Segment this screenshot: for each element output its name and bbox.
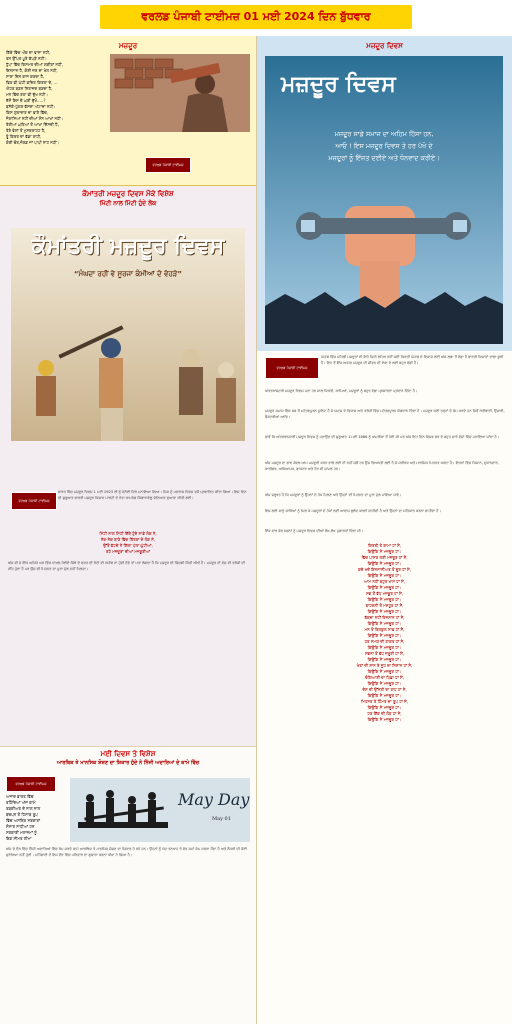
mid-article-box xyxy=(0,186,256,746)
poem-line: ਸਾਰਾ ਦਿਨ ਕਾਜ ਕਰਦਾ ਹੈ, xyxy=(6,74,45,79)
bottom-intro-line: ਸੰਸਾਰ ਸਾਧੀਆਂ ਹਨ xyxy=(6,824,35,829)
right-poem-line: ਕਿਉਂਕਿ ਮੈਂ ਮਜ਼ਦੂਰ ਹਾਂ। xyxy=(367,609,402,614)
mid-poster xyxy=(11,228,245,441)
mid-poster-subtitle: “ਮੰਘਦਾ ਰਹੀਂ ਵੇ ਸੂਰਜਾ ਕੰਮੀਆਂ ਦੇ ਵੇਹੜੇ” xyxy=(74,270,182,278)
right-poem xyxy=(257,543,512,723)
poem-line: ਤੇਰੀਆਂ ਘਰਿਆਂ ਤੋਂ ਆਖਾ ਦਿੱਸਦੀ ਹੈ, xyxy=(6,122,59,127)
right-poem-intro: ਇੱਕ ਵਾਰ ਫੇਰ ਸਭਨਾਂ ਨੂੰ ਮਜ਼ਦੂਰ ਦਿਵਸ ਦੀਆਂ ਲੱਖ-ਲੱਖ ਮੁਬਾਰਕਾਂ ਦਿੰਦਾ ਜੀ। xyxy=(265,529,364,533)
bottom-heading-1: ਮਈ ਦਿਵਸ ਤੇ ਵਿਸ਼ੇਸ਼ xyxy=(100,750,156,758)
bottom-para: ਅੱਜ ਦੇ ਦੌਰ ਵਿੱਚ ਨਿੱਜੀ ਅਦਾਰਿਆਂ ਵਿੱਚ ਕੰਮ ਕਰਦੇ ਕਾਮੇ ਆਰਥਿਕ ਤੇ ਮਾਨਸਿਕ ਸ਼ੋਸ਼ਣ ਦਾ ਸ਼ਿਕਾਰ ਹੋ ਰਹੇ ਹਨ। ਉਹਨਾਂ ਨੂੰ ਘੱਟ ਤਨਖਾਹ ਤੇ ਵੱਧ ਸਮਾਂ ਕੰਮ ਕਰਨਾ ਪੈਂਦਾ ਹੈ ਅਤੇ ਨੌਕਰੀ ਦੀ ਕੋਈ ਸੁਰੱਖਿਆ ਨਹੀਂ ਹੁੰਦੀ। ਮਹਿੰਗਾਈ ਦੇ ਇਸ ਦੌਰ ਵਿੱਚ ਪਰਿਵਾਰ ਦਾ ਗੁਜ਼ਾਰਾ ਕਰਨਾ ਔਖਾ ਹੋ ਗਿਆ ਹੈ। xyxy=(6,847,247,857)
masthead xyxy=(0,0,512,36)
right-poem-line: ਕਿਉਂਕਿ ਮੈਂ ਮਜ਼ਦੂਰ ਹਾਂ। xyxy=(367,657,402,662)
bottom-intro-line: ਬਚਪਨ ਤੋਂ ਹਿਸਾਬ ਰੂਪ xyxy=(6,812,38,817)
mid-poem-line: ਉੱਤੋਂ ਵੱਟਦੇ ਨੇ ਗਿੱਲਾ ਪੱਲਾ ਘੁੱਟੀਆਂ, xyxy=(103,543,153,548)
may-day-image xyxy=(70,778,250,842)
right-poem-line: ਖੇਤਾਂ ਦੀ ਸ਼ਾਨ ਤੇ ਜੂਹ ਦਾ ਨਿਸ਼ਾਨ ਹਾਂ ਮੈਂ, xyxy=(356,663,413,668)
right-poem-line: ਕਿਉਂਕਿ ਮੈਂ ਮਜ਼ਦੂਰ ਹਾਂ। xyxy=(367,585,402,590)
right-poem-line: ਬਾਹਰਲੀ ਤੋਂ ਮਸ਼ਹੂਰ ਹਾਂ ਮੈਂ, xyxy=(365,603,404,608)
right-poem-line: ਹਰ ਸਮਯ ਦੀ ਤਾਕਤ ਹਾਂ ਮੈਂ, xyxy=(364,639,405,644)
mid-poem-line: ਮਿੱਟੀ ਨਾਲ ਮਿੱਟੀ ਇੱਥੇ ਹੁੰਦੇ ਸਾਡੇ ਲੋਕ ਨੇ, xyxy=(99,531,157,536)
poem-heading: ਮਜ਼ਦੂਰ xyxy=(118,42,138,50)
poem-line: ਕਿਸ ਗੁਰਾਦਾਰ ਦਾ ਵਾਰੇ ਵਿੱਚ, xyxy=(6,110,49,115)
right-poem-line: ਕਦੇ ਖਦੇ ਇਨਸਾਨੀਅਤ ਤੋਂ ਦੂਰ ਹਾਂ ਮੈਂ, xyxy=(358,567,411,572)
bottom-logo: ਵਰਲਡ ਪੰਜਾਬੀ ਟਾਈਮਜ਼ xyxy=(6,776,56,792)
poem-line: ਜੋਰਾਸਿਆਂ ਨਹੀਂ ਦੀਆਂ ਸੋਨ ਆਖਾਂ ਨਹੀਂ। xyxy=(6,116,64,121)
left-column xyxy=(0,36,256,1024)
mid-heading-1: ਕੌਮਾਂਤਰੀ ਮਜ਼ਦੂਰ ਦਿਵਸ ਮੌਕੇ ਵਿਸ਼ੇਸ਼ xyxy=(82,190,174,198)
right-poem-line: ਕਿਉਂਕਿ ਮੈਂ ਮਜ਼ਦੂਰ ਹਾਂ। xyxy=(367,633,402,638)
may-day-text: May Day xyxy=(178,790,250,809)
poem-line: ਤਨ ਉੱਪਰ ਪੂਰੇ ਕੱਪੜੇ ਨਹੀਂ। xyxy=(6,56,47,61)
right-poster-line-3: ਮਜ਼ਦੂਰਾਂ ਨੂੰ ਇੱਜ਼ਤ ਦਈਏ ਅਤੇ ਧੰਨਵਾਦ ਕਰੀਏ। xyxy=(328,154,440,162)
poem-line: ਧੁੱਪਾਂ ਵਿੱਚ ਕਿਸਮਤ ਦੀਆਂ ਲਕੀਰਾਂ ਨਹੀਂ, xyxy=(6,62,63,67)
right-poem-line: ਕਿਰਤੀ ਤੇ ਕਾਮਾ ਹਾਂ ਮੈਂ, xyxy=(367,543,402,548)
right-poem-line: ਕਿਉਂਕਿ ਮੈਂ ਮਜ਼ਦੂਰ ਹਾਂ। xyxy=(367,561,402,566)
right-poster-image xyxy=(265,56,503,344)
right-poster-line-2: ਆਓ ! ਇਸ ਮਜ਼ਦੂਰ ਦਿਵਸ ਤੇ ਹਰ ਪੱਖੋ ਦੇ xyxy=(335,142,433,150)
bottom-intro-line: ਵਿੱਚ ਅਸਥਿਰ ਸਰਕਾਰਾਂ xyxy=(6,818,41,823)
right-poem-line: ਥੱਕਦਾ ਨਹੀਂ ਇਨਸਾਨ ਹਾਂ ਮੈਂ, xyxy=(364,615,405,620)
mid-logo: ਵਰਲਡ ਪੰਜਾਬੀ ਟਾਈਮਜ਼ xyxy=(11,492,57,510)
poem-box xyxy=(0,36,256,186)
right-poem-line: ਦੇਸ਼ ਦੀ ਉੱਨਤੀ ਦਾ ਰਾਹ ਹਾਂ ਮੈਂ, xyxy=(362,687,407,692)
bottom-intro xyxy=(6,794,66,842)
right-article xyxy=(257,351,512,1024)
poem-line: ਐਹਰ ਬਣਨ ਨਿਰਾਜ਼ਦ ਬਣਦਾ ਹੈ, xyxy=(6,86,53,91)
right-poem-line: ਆਮ ਨਹੀਂ ਬਹੁਤ ਖਾਸ ਹਾਂ ਮੈਂ, xyxy=(364,579,405,584)
bottom-article-box xyxy=(0,746,256,1024)
poem-line: ਤੇਰੇ ਵੇਲਾਂ ਤੋਂ ਮੁਸ਼ਕਰਾਹਟ ਹੈ, xyxy=(6,128,46,133)
worker-photo-image xyxy=(110,54,250,132)
right-poem-line: ਕਿਉਂਕਿ ਮੈਂ ਮਜ਼ਦੂਰ ਹਾਂ। xyxy=(367,717,402,722)
right-poem-line: ਚੰਗਿਆਈ ਦਾ ਪਿੱਛਾ ਹਾਂ ਮੈਂ, xyxy=(365,675,404,680)
mid-heading-2: ਮਿੱਟੀ ਨਾਲ ਮਿੱਟੀ ਹੁੰਦੇ ਲੋਕ xyxy=(99,200,157,207)
poem-line: ਕਿੱਥੇ ਵਿੱਚ ਔਕ ਦਾ ਵਾਸਾ ਨਹੀਂ, xyxy=(6,50,51,55)
bottom-intro-line: ਸਰਕਾਰੀ ਮਲਾਜ਼ਮਾਂ ਨੂੰ xyxy=(6,830,37,835)
right-poster-line-1: ਮਜ਼ਦੂਰ ਸਾਡੇ ਸਮਾਜ ਦਾ ਅਹਿਮ ਹਿੱਸਾ ਹਨ, xyxy=(334,130,434,138)
right-para-7: ਇਸ ਲਈ ਸਾਨੂੰ ਸਾਰਿਆਂ ਨੂੰ ਮਿਲ ਕੇ ਮਜ਼ਦੂਰਾਂ ਦੇ ਹੱਕਾਂ ਲਈ ਆਵਾਜ਼ ਬੁਲੰਦ ਕਰਨੀ ਚਾਹੀਦੀ ਹੈ ਅਤੇ ਉਹਨਾਂ ਦਾ ਸਤਿਕਾਰ ਕਰਨਾ ਚਾਹੀਦਾ ਹੈ। xyxy=(265,509,441,513)
right-poem-line: ਸਭ ਤੋਂ ਵੱਧ ਮਜ਼ਬੂਰ ਹਾਂ ਮੈਂ, xyxy=(366,591,403,596)
right-poster xyxy=(265,56,503,344)
mid-poster-image xyxy=(11,228,245,441)
right-para-5: ਅੱਜ ਮਜ਼ਦੂਰ ਦਾ ਭਾਵ ਕੇਵਲ ਆਮ ਮਜ਼ਦੂਰੀ ਕਰਨ ਵਾਲੇ ਲਈ ਹੀ ਨਹੀਂ ਸਗੋਂ ਹਰ ਉਸ ਵਿਅਕਤੀ ਲਈ ਹੈ ਜੋ ਸਰੀਰਕ ਅਤੇ ਮਾਨਸਿਕ ਮਿਹਨਤ ਕਰਦਾ ਹੈ। ਇਹਨਾਂ ਵਿੱਚ ਕਿਸਾਨ, ਦੁਕਾਨਦਾਰ, ਕਾਰੀਗਰ, ਅਧਿਆਪਕ, ਡਾਕਟਰ ਅਤੇ ਹੋਰ ਵੀ ਸ਼ਾਮਲ ਹਨ। xyxy=(265,461,499,471)
mid-poem-line: ਰਹੇ ਮਜ਼ਦੂਰਾਂ ਦੀਆਂ ਮਜਬੂਰੀਆਂ xyxy=(105,549,151,554)
right-heading: ਮਜ਼ਦੂਰ ਦਿਵਸ xyxy=(366,42,403,50)
poem-line: ਤੂੰ ਕਿਰਤ ਦਾ ਵੱਡਾ ਰਾਹੀ, xyxy=(6,134,42,139)
worker-photo xyxy=(110,54,250,132)
bottom-intro-line: ਰਹਿੰਦਿਆਂ ਅੱਜ ਕਾਮੇ xyxy=(6,800,36,805)
mid-para-2: ਅੱਜ ਵੀ ਜੇ ਇੱਕ ਅਜਿਹੇ ਘਰ ਵਿੱਚ ਦਾਖਲ ਹੋਈਏ ਜਿੱਥੇ ਦੋ ਵਕਤ ਦੀ ਰੋਟੀ ਵੀ ਨਸੀਬ ਨਾ ਹੁੰਦੀ ਹੋਵੇ ਤਾਂ ਪਤਾ ਲੱਗਦਾ ਹੈ ਕਿ ਮਜ਼ਦੂਰ ਦੀ ਜ਼ਿੰਦਗੀ ਕਿੰਨੀ ਔਖੀ ਹੈ। ਮਜ਼ਦੂਰ ਹੀ ਦੇਸ਼ ਦੀ ਤਰੱਕੀ ਦੀ ਨੀਂਹ ਹੁੰਦਾ ਹੈ ਪਰ ਉਸ ਦੀ ਮਿਹਨਤ ਦਾ ਪੂਰਾ ਮੁੱਲ ਨਹੀਂ ਮਿਲਦਾ। xyxy=(8,561,245,571)
mid-para-1: ਭਾਰਤ ਵਿੱਚ ਮਜ਼ਦੂਰ ਦਿਵਸ 1 ਮਈ 1923 ਈ.ਨੂੰ ਚੇਨੱਈ ਵਿਖੇ ਮਨਾਇਆ ਗਿਆ। ਜਿਸ ਨੂੰ ਮਦਰਾਸ ਦਿਵਸ ਵਜੋਂ ਪ੍ਰਵਾਨਿਤ ਕੀਤਾ ਗਿਆ। ਇਸ ਦਿਨ ਦੀ ਸ਼ੁਰੂਆਤ ਭਾਰਤੀ ਮਜ਼ਦੂਰ ਕਿਸਾਨ ਪਾਰਟੀ ਦੇ ਨੇਤਾ ਕਾਮਰੇਡ ਸਿੰਗਾਰਾਵੇਲੂ ਚੇਟਿਆਰ ਦੁਆਰਾ ਕੀਤੀ ਗਈ। xyxy=(58,490,247,500)
right-para-2: ਅੰਤਰਰਾਸ਼ਟਰੀ ਮਜ਼ਦੂਰ ਦਿਵਸ ਮਨਾ ਹਰ ਸਾਲ ਕਿਰਤੀ, ਕਾਮਿਆਂ, ਮਜ਼ਦੂਰਾਂ ਨੂੰ ਬਹੁਤ ਵੱਡਾ ਪ੍ਰਸਾਰਣਾ ਪ੍ਰਦਾਨ ਦਿੰਦਾ ਹੈ। xyxy=(265,389,418,393)
masthead-bar xyxy=(100,5,412,29)
may-day-date: May 01 xyxy=(212,816,231,822)
right-para-1: ਪੰਜਾਬ ਵਿੱਚ ਪਹਿਲੀ ਮਜ਼ਦੂਰਾਂ ਦੀ ਇਹੋ ਜਿਹੀ ਲਹਿਰ ਨਹੀਂ ਕਈ ਕਿਰਤੀ ਪੰਜਾਬ ਦੇ ਵਿਕਾਸ ਲਈ ਅੱਜ ਲਗਾ ਤੋਂ ਵੱਡਾ ਹੈ ਭਾਰਤੀ ਕਿਸਾਨਾਂ ਵਾਲਾ ਬੂਖੀ ਹੈ। ਇਹ ਤੋਂ ਇੰਜ ਆਸਰ ਮਜ਼ਦੂਰ ਦੀ ਜੀਵਨ ਦੀ ਏਕਾ ਦੇ ਲਈ ਬਹੁਤ ਵੱਡੀ ਹੈ। xyxy=(321,355,504,365)
poem-lines xyxy=(6,50,106,146)
right-para-4: ਭਾਵੇਂ ਕਿ ਅੰਤਰਰਾਸ਼ਟਰੀ ਮਜ਼ਦੂਰ ਦਿਵਸ ਨੂੰ ਮਨਾਉਣ ਦੀ ਸ਼ੁਰੂਆਤ 1 ਮਈ 1886 ਨੂੰ ਅਮਰੀਕਾ ਤੋਂ ਹੋਈ ਸੀ ਪਰ ਅੱਜ ਇਹ ਦਿਨ ਵਿਸ਼ਵ ਭਰ ਦੇ ਬਹੁਤ ਸਾਰੇ ਦੇਸ਼ਾਂ ਵਿੱਚ ਮਨਾਇਆ ਜਾਂਦਾ ਹੈ। xyxy=(265,435,500,439)
masthead-title: ਵਰਲਡ ਪੰਜਾਬੀ ਟਾਈਮਜ਼ 01 ਮਈ 2024 ਦਿਨ ਬੁੱਧਵਾਰ xyxy=(141,10,371,23)
poem-line: ਕੋਈ ਚੋਰ,ਜ਼ੋਰਡ ਜਾਂ ਪਾਪੀ ਨਾਹ ਨਹੀਂ। xyxy=(6,140,60,145)
right-poem-line: ਕਿਉਂਕਿ ਮੈਂ ਮਜ਼ਦੂਰ ਹਾਂ। xyxy=(367,645,402,650)
bottom-intro-line: ਇਕ ਸੀਮਤ ਲੀਮਾ xyxy=(6,836,32,841)
right-logo: ਵਰਲਡ ਪੰਜਾਬੀ ਟਾਈਮਜ਼ xyxy=(265,357,319,379)
right-poem-line: ਹਰ ਇੱਕ ਦੀ ਲੋੜ ਹਾਂ ਮੈਂ, xyxy=(367,711,402,716)
bottom-intro-line: ਤਬਕੀਅਤ ਦੇ ਨਾਲ ਨਾਲ xyxy=(6,806,41,811)
right-poem-line: ਕਿਉਂਕਿ ਮੈਂ ਮਜ਼ਦੂਰ ਹਾਂ। xyxy=(367,693,402,698)
right-poem-line: ਮਨ ਤੋਂ ਬਿਲਕੁਲ ਸਾਫ ਹਾਂ ਮੈਂ, xyxy=(364,627,405,632)
right-top-box xyxy=(257,36,512,351)
poem-box-logo: ਵਰਲਡ ਪੰਜਾਬੀ ਟਾਈਮਜ਼ xyxy=(145,157,191,173)
poem-line: ਇਨਸਾਨ ਹੈ, ਕੋਈ ਜ਼ਰ ਦਾ ਖੇਲ ਨਹੀਂ, xyxy=(6,68,58,73)
right-poem-line: ਕਿਉਂਕਿ ਮੈਂ ਮਜ਼ਦੂਰ ਹਾਂ। xyxy=(367,597,402,602)
may-day-graphic xyxy=(70,778,250,842)
right-poem-line: ਕਿਉਂਕਿ ਮੈਂ ਮਜ਼ਦੂਰ ਹਾਂ। xyxy=(367,621,402,626)
right-poem-line: ਕਿਉਂਕਿ ਮੈਂ ਮਜ਼ਦੂਰ ਹਾਂ। xyxy=(367,705,402,710)
poem-line: ਦੱਸੋ ਇਸ ਦੇ ਘਰੀ ਦੁੱਖੋ.....? xyxy=(6,98,46,103)
right-poster-title: ਮਜ਼ਦੂਰ ਦਿਵਸ xyxy=(281,72,396,97)
right-para-3: ਮਜ਼ਦੂਰ ਸਮਾਜ ਵਿੱਚ ਸਭ ਤੋਂ ਮਹੱਤਵਪੂਰਨ ਯੂਨਿਟ ਹੈ ਜੋ ਸਮਾਜ ਦੇ ਵਿਕਾਸ ਅਤੇ ਤਰੱਕੀ ਵਿੱਚ ਮਹੱਤਵਪੂਰਨ ਯੋਗਦਾਨ ਦਿੰਦਾ ਹੈ। ਮਜ਼ਦੂਰ ਕਈ ਤਰ੍ਹਾਂ ਦੇ ਕੰਮ ਕਰਦੇ ਹਨ ਜਿਵੇਂ ਖੇਤੀਬਾੜੀ, ਉਸਾਰੀ, ਫੈਕਟਰੀਆਂ ਆਦਿ। xyxy=(265,409,505,419)
poem-line: ਮਨ ਵਿੱਚ ਰਤਾ ਵੀ ਦੁੱਖ ਨਹੀਂ। xyxy=(6,92,48,97)
right-poem-line: ਵਿੱਚ ਪਾਸਣ ਲਈ ਮਜ਼ਦੂਰ ਹਾਂ ਮੈਂ, xyxy=(361,555,408,560)
right-poem-line: ਮਿਹਨਤ ਤੇ ਹਿੰਮਤ ਦਾ ਰੂਪ ਹਾਂ ਮੈਂ, xyxy=(361,699,408,704)
right-poem-line: ਕਿਉਂਕਿ ਮੈਂ ਮਜ਼ਦੂਰ ਹਾਂ। xyxy=(367,549,402,554)
right-poem-line: ਕਿਉਂਕਿ ਮੈਂ ਮਜ਼ਦੂਰ ਹਾਂ। xyxy=(367,669,402,674)
right-para-6: ਅੱਜ ਜ਼ਰੂਰਤ ਹੈ ਕਿ ਮਜ਼ਦੂਰਾਂ ਨੂੰ ਉਹਨਾਂ ਦੇ ਹੱਕ ਮਿਲਣ ਅਤੇ ਉਹਨਾਂ ਦੀ ਮਿਹਨਤ ਦਾ ਪੂਰਾ ਮੁੱਲ ਪਾਇਆ ਜਾਵੇ। xyxy=(265,493,402,497)
poem-line: ਬਸੱਕੇ-ਪੁੱਗਰ ਵੱਸਦਾ ਅੱਟਾਦਾ ਨਹੀਂ। xyxy=(6,104,56,109)
right-poem-line: ਕਿਉਂਕਿ ਮੈਂ ਮਜ਼ਦੂਰ ਹਾਂ। xyxy=(367,681,402,686)
right-poem-line: ਕਿਉਂਕਿ ਮੈਂ ਮਜ਼ਦੂਰ ਹਾਂ। xyxy=(367,573,402,578)
bottom-intro-line: ਅਜਾਦ ਭਾਰਤ ਵਿੱਚ xyxy=(6,794,34,799)
right-poem-line: ਸਭਨਾਂ ਤੋਂ ਵੱਧ ਜ਼ਰੂਰੀ ਹਾਂ ਮੈਂ, xyxy=(365,651,404,656)
mid-poem-line: ਨੇਕ-ਨੇਕ ਬਾਣੇ ਵਿੱਚ ਤਿੱਤਰਾਂ ਦੇ ਲੋਕ ਨੇ, xyxy=(100,537,156,542)
poem-line: ਫਿਰ ਵੀ ਘੱਟੀ ਕਦਿਰ ਕਿਰਤਾ ਦੇ, ... xyxy=(6,80,58,85)
mid-poem xyxy=(0,531,256,555)
mid-poster-title: ਕੌਮਾਂਤਰੀ ਮਜ਼ਦੂਰ ਦਿਵਸ xyxy=(31,234,225,259)
bottom-heading-2: ਆਰਥਿਕ ਤੇ ਮਾਨਸਿਕ ਸ਼ੋਸ਼ਣ ਦਾ ਸ਼ਿਕਾਰ ਹੁੰਦੇ ਨੇ ਨਿੱਜੀ ਅਦਾਰਿਆਂ ਦੇ ਕਾਮੇ ਵਿੱਚ xyxy=(56,760,200,766)
right-column xyxy=(256,36,512,1024)
